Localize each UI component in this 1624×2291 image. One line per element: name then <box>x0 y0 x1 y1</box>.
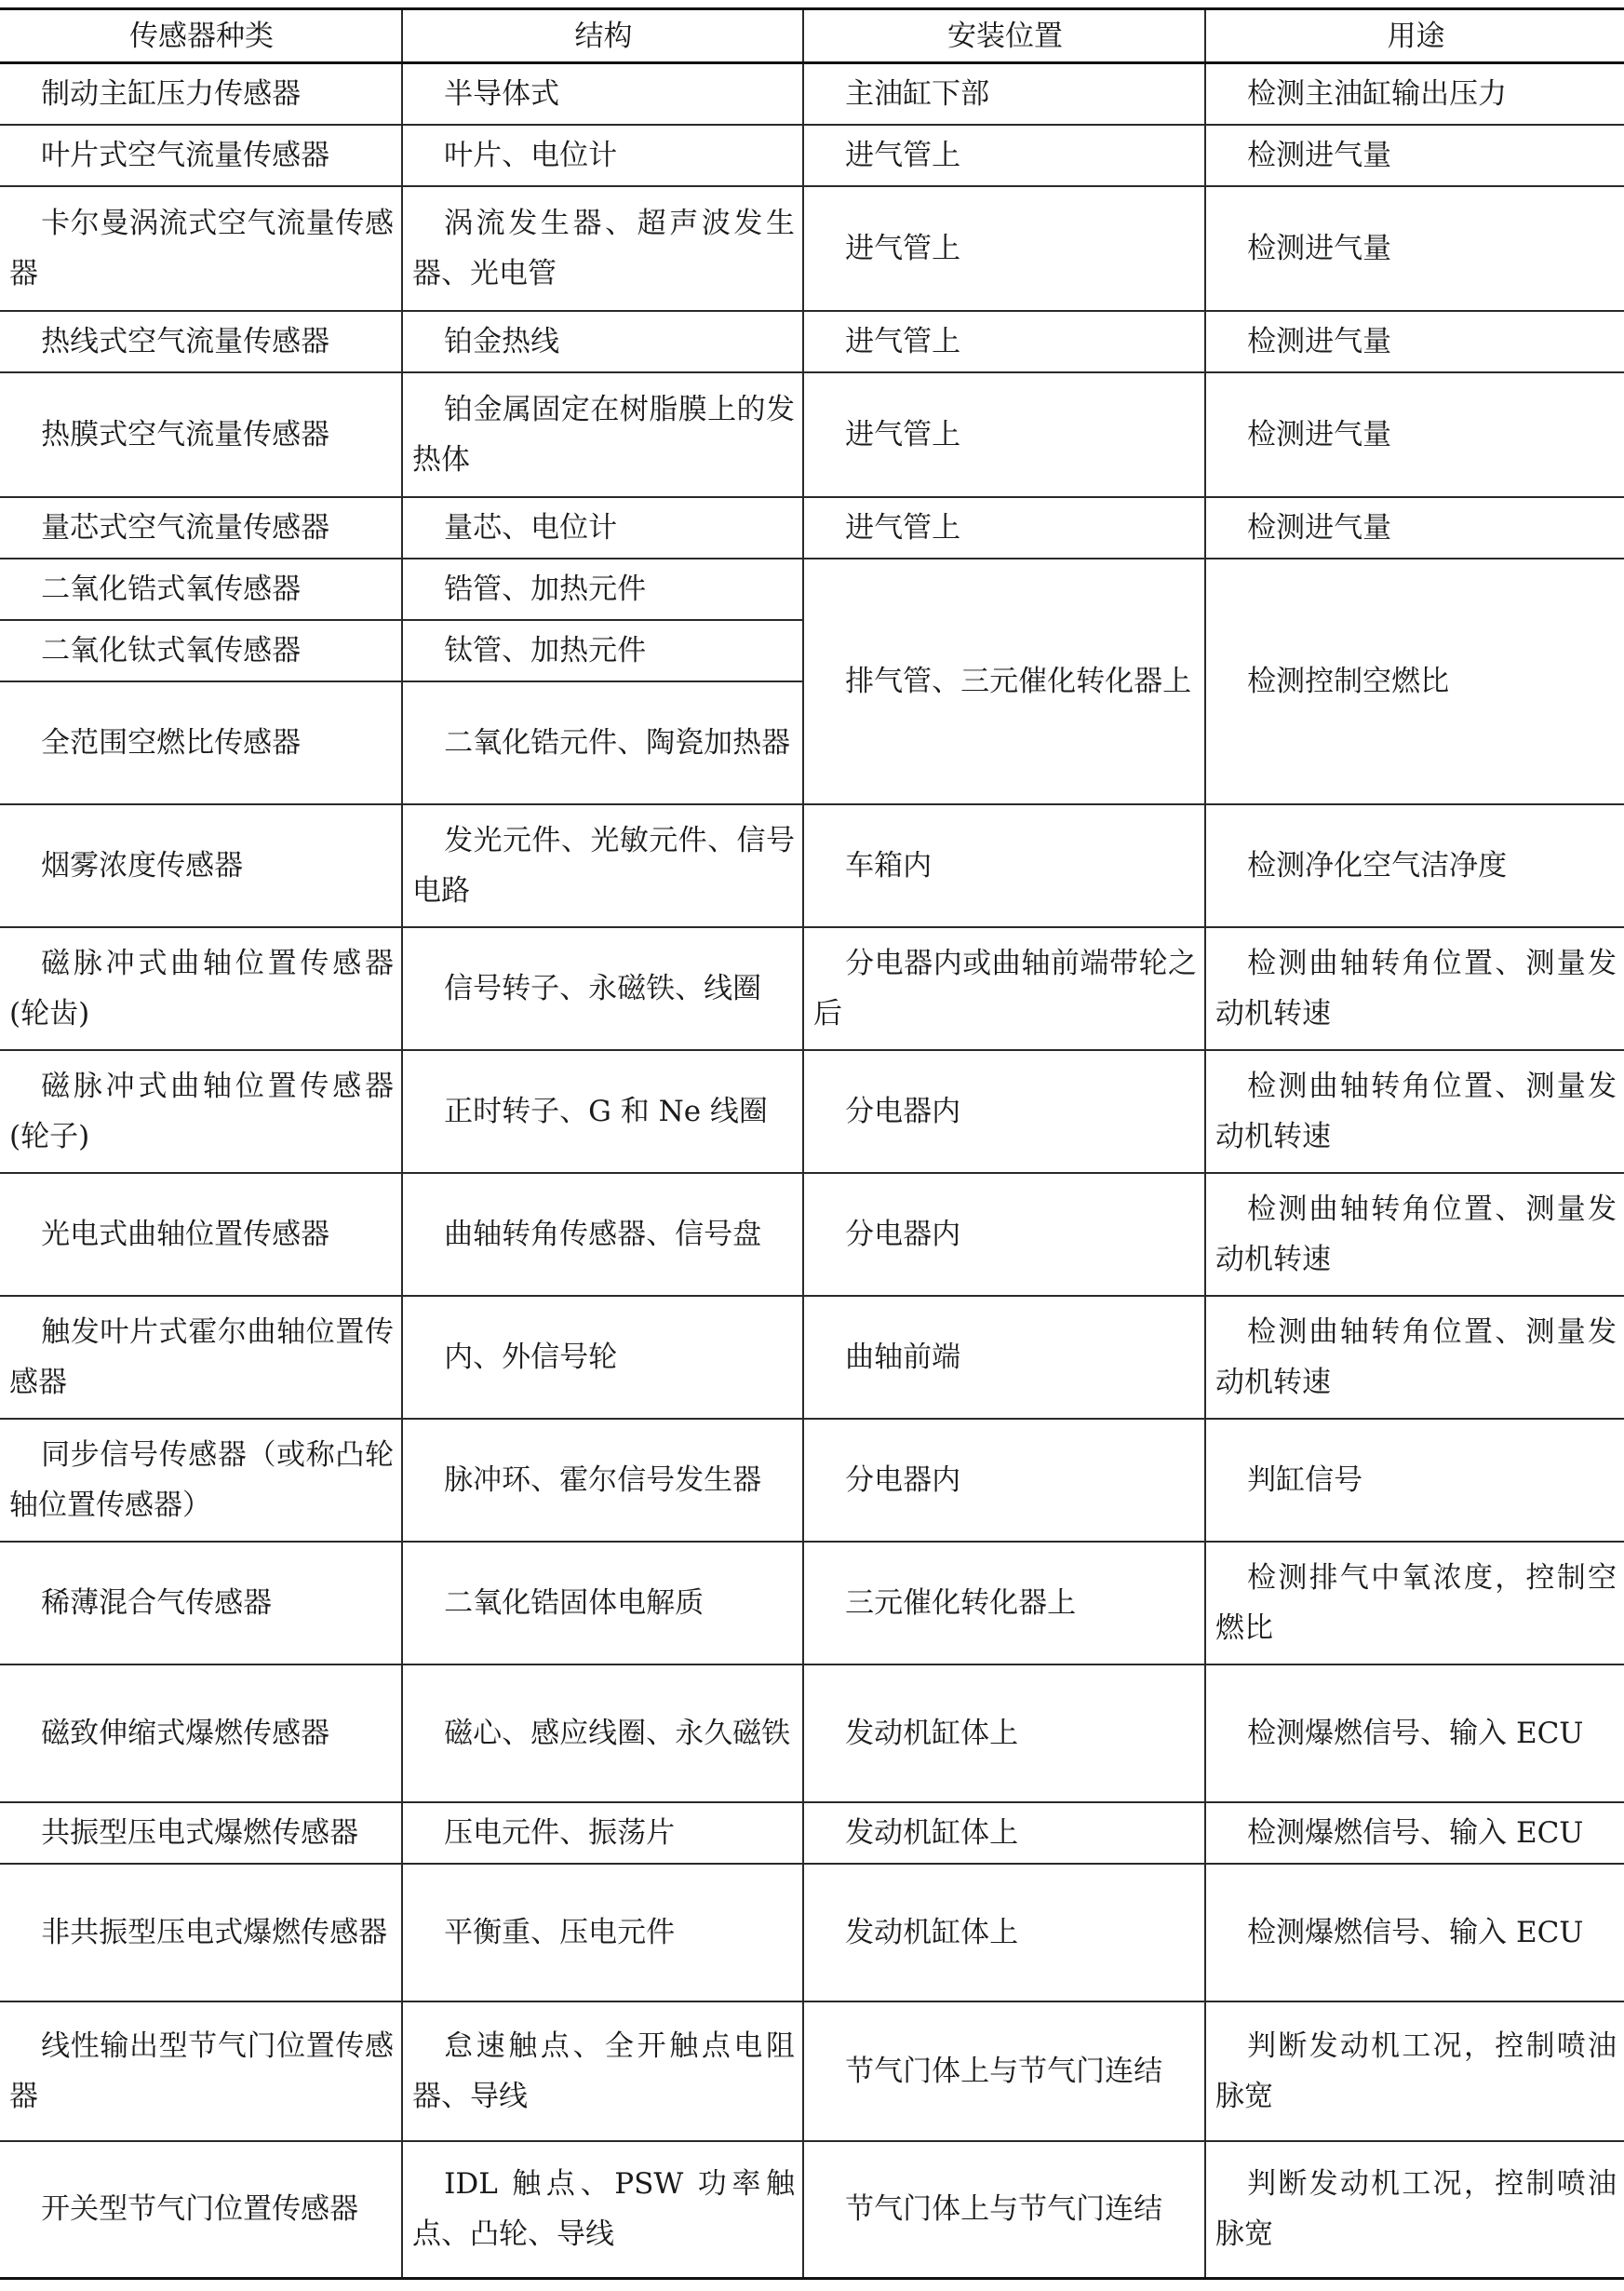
cell-use: 检测曲轴转角位置、测量发动机转速 <box>1205 1050 1624 1173</box>
cell-sensor-type: 二氧化锆式氧传感器 <box>0 559 402 620</box>
table-row <box>0 497 1624 559</box>
cell-location: 分电器内或曲轴前端带轮之后 <box>803 927 1205 1050</box>
table-row <box>0 2141 1624 2279</box>
cell-location: 进气管上 <box>803 497 1205 559</box>
cell-use: 检测净化空气洁净度 <box>1205 804 1624 927</box>
cell-use: 判断发动机工况，控制喷油脉宽 <box>1205 2141 1624 2279</box>
cell-sensor-type: 触发叶片式霍尔曲轴位置传感器 <box>0 1296 402 1419</box>
cell-location: 分电器内 <box>803 1419 1205 1542</box>
cell-location: 进气管上 <box>803 125 1205 186</box>
cell-structure: IDL 触点、PSW 功率触点、凸轮、导线 <box>402 2141 803 2279</box>
cell-use: 检测进气量 <box>1205 372 1624 497</box>
table-row <box>0 1173 1624 1296</box>
cell-sensor-type: 磁脉冲式曲轴位置传感器(轮子) <box>0 1050 402 1173</box>
header-location: 安装位置 <box>803 9 1205 63</box>
table-row <box>0 125 1624 186</box>
table-row <box>0 1542 1624 1664</box>
cell-location: 进气管上 <box>803 372 1205 497</box>
cell-sensor-type: 非共振型压电式爆燃传感器 <box>0 1864 402 2001</box>
cell-structure: 锆管、加热元件 <box>402 559 803 620</box>
cell-location: 车箱内 <box>803 804 1205 927</box>
cell-sensor-type: 卡尔曼涡流式空气流量传感器 <box>0 186 402 311</box>
table-row <box>0 1664 1624 1802</box>
cell-use: 判缸信号 <box>1205 1419 1624 1542</box>
cell-structure: 二氧化锆固体电解质 <box>402 1542 803 1664</box>
cell-sensor-type: 量芯式空气流量传感器 <box>0 497 402 559</box>
table-row <box>0 311 1624 372</box>
table-row <box>0 927 1624 1050</box>
cell-structure: 叶片、电位计 <box>402 125 803 186</box>
cell-use: 检测爆燃信号、输入 ECU <box>1205 1664 1624 1802</box>
cell-sensor-type: 制动主缸压力传感器 <box>0 63 402 125</box>
cell-location: 排气管、三元催化转化器上 <box>803 559 1205 804</box>
cell-location: 发动机缸体上 <box>803 1864 1205 2001</box>
table-row <box>0 63 1624 125</box>
table-row <box>0 1050 1624 1173</box>
table-row <box>0 1419 1624 1542</box>
header-use: 用途 <box>1205 9 1624 63</box>
cell-use: 检测曲轴转角位置、测量发动机转速 <box>1205 1173 1624 1296</box>
cell-use: 检测进气量 <box>1205 311 1624 372</box>
cell-use: 检测曲轴转角位置、测量发动机转速 <box>1205 1296 1624 1419</box>
cell-structure: 内、外信号轮 <box>402 1296 803 1419</box>
header-sensor-type: 传感器种类 <box>0 9 402 63</box>
cell-location: 发动机缸体上 <box>803 1664 1205 1802</box>
table-row <box>0 1296 1624 1419</box>
cell-sensor-type: 热线式空气流量传感器 <box>0 311 402 372</box>
cell-location: 主油缸下部 <box>803 63 1205 125</box>
cell-structure: 正时转子、G 和 Ne 线圈 <box>402 1050 803 1173</box>
cell-structure: 钛管、加热元件 <box>402 620 803 681</box>
cell-structure: 量芯、电位计 <box>402 497 803 559</box>
header-structure: 结构 <box>402 9 803 63</box>
cell-structure: 怠速触点、全开触点电阻器、导线 <box>402 2001 803 2141</box>
cell-use: 检测主油缸输出压力 <box>1205 63 1624 125</box>
cell-use: 检测进气量 <box>1205 497 1624 559</box>
cell-structure: 平衡重、压电元件 <box>402 1864 803 2001</box>
table-row <box>0 186 1624 311</box>
cell-sensor-type: 稀薄混合气传感器 <box>0 1542 402 1664</box>
table-row <box>0 1864 1624 2001</box>
cell-use: 检测爆燃信号、输入 ECU <box>1205 1864 1624 2001</box>
cell-structure: 铂金属固定在树脂膜上的发热体 <box>402 372 803 497</box>
table-row <box>0 559 1624 620</box>
cell-sensor-type: 光电式曲轴位置传感器 <box>0 1173 402 1296</box>
table-row <box>0 372 1624 497</box>
cell-location: 进气管上 <box>803 311 1205 372</box>
cell-use: 检测曲轴转角位置、测量发动机转速 <box>1205 927 1624 1050</box>
table-header-row <box>0 9 1624 63</box>
cell-structure: 半导体式 <box>402 63 803 125</box>
sensor-table <box>0 7 1624 2280</box>
table-row <box>0 2001 1624 2141</box>
cell-structure: 曲轴转角传感器、信号盘 <box>402 1173 803 1296</box>
cell-use: 检测排气中氧浓度，控制空燃比 <box>1205 1542 1624 1664</box>
cell-structure: 发光元件、光敏元件、信号电路 <box>402 804 803 927</box>
cell-structure: 脉冲环、霍尔信号发生器 <box>402 1419 803 1542</box>
cell-structure: 磁心、感应线圈、永久磁铁 <box>402 1664 803 1802</box>
cell-sensor-type: 磁脉冲式曲轴位置传感器(轮齿) <box>0 927 402 1050</box>
cell-use: 检测进气量 <box>1205 125 1624 186</box>
cell-sensor-type: 共振型压电式爆燃传感器 <box>0 1802 402 1864</box>
cell-sensor-type: 线性输出型节气门位置传感器 <box>0 2001 402 2141</box>
cell-use: 检测控制空燃比 <box>1205 559 1624 804</box>
cell-location: 分电器内 <box>803 1050 1205 1173</box>
cell-location: 三元催化转化器上 <box>803 1542 1205 1664</box>
table-row <box>0 804 1624 927</box>
cell-structure: 涡流发生器、超声波发生器、光电管 <box>402 186 803 311</box>
cell-sensor-type: 叶片式空气流量传感器 <box>0 125 402 186</box>
cell-location: 曲轴前端 <box>803 1296 1205 1419</box>
cell-sensor-type: 同步信号传感器（或称凸轮轴位置传感器） <box>0 1419 402 1542</box>
cell-use: 判断发动机工况，控制喷油脉宽 <box>1205 2001 1624 2141</box>
cell-location: 节气门体上与节气门连结 <box>803 2001 1205 2141</box>
cell-structure: 二氧化锆元件、陶瓷加热器 <box>402 681 803 804</box>
cell-location: 进气管上 <box>803 186 1205 311</box>
table-row <box>0 1802 1624 1864</box>
cell-sensor-type: 烟雾浓度传感器 <box>0 804 402 927</box>
cell-structure: 铂金热线 <box>402 311 803 372</box>
cell-location: 发动机缸体上 <box>803 1802 1205 1864</box>
cell-sensor-type: 全范围空燃比传感器 <box>0 681 402 804</box>
cell-structure: 压电元件、振荡片 <box>402 1802 803 1864</box>
cell-location: 分电器内 <box>803 1173 1205 1296</box>
cell-structure: 信号转子、永磁铁、线圈 <box>402 927 803 1050</box>
cell-sensor-type: 热膜式空气流量传感器 <box>0 372 402 497</box>
cell-location: 节气门体上与节气门连结 <box>803 2141 1205 2279</box>
cell-sensor-type: 磁致伸缩式爆燃传感器 <box>0 1664 402 1802</box>
cell-use: 检测进气量 <box>1205 186 1624 311</box>
cell-use: 检测爆燃信号、输入 ECU <box>1205 1802 1624 1864</box>
cell-sensor-type: 二氧化钛式氧传感器 <box>0 620 402 681</box>
cell-sensor-type: 开关型节气门位置传感器 <box>0 2141 402 2279</box>
